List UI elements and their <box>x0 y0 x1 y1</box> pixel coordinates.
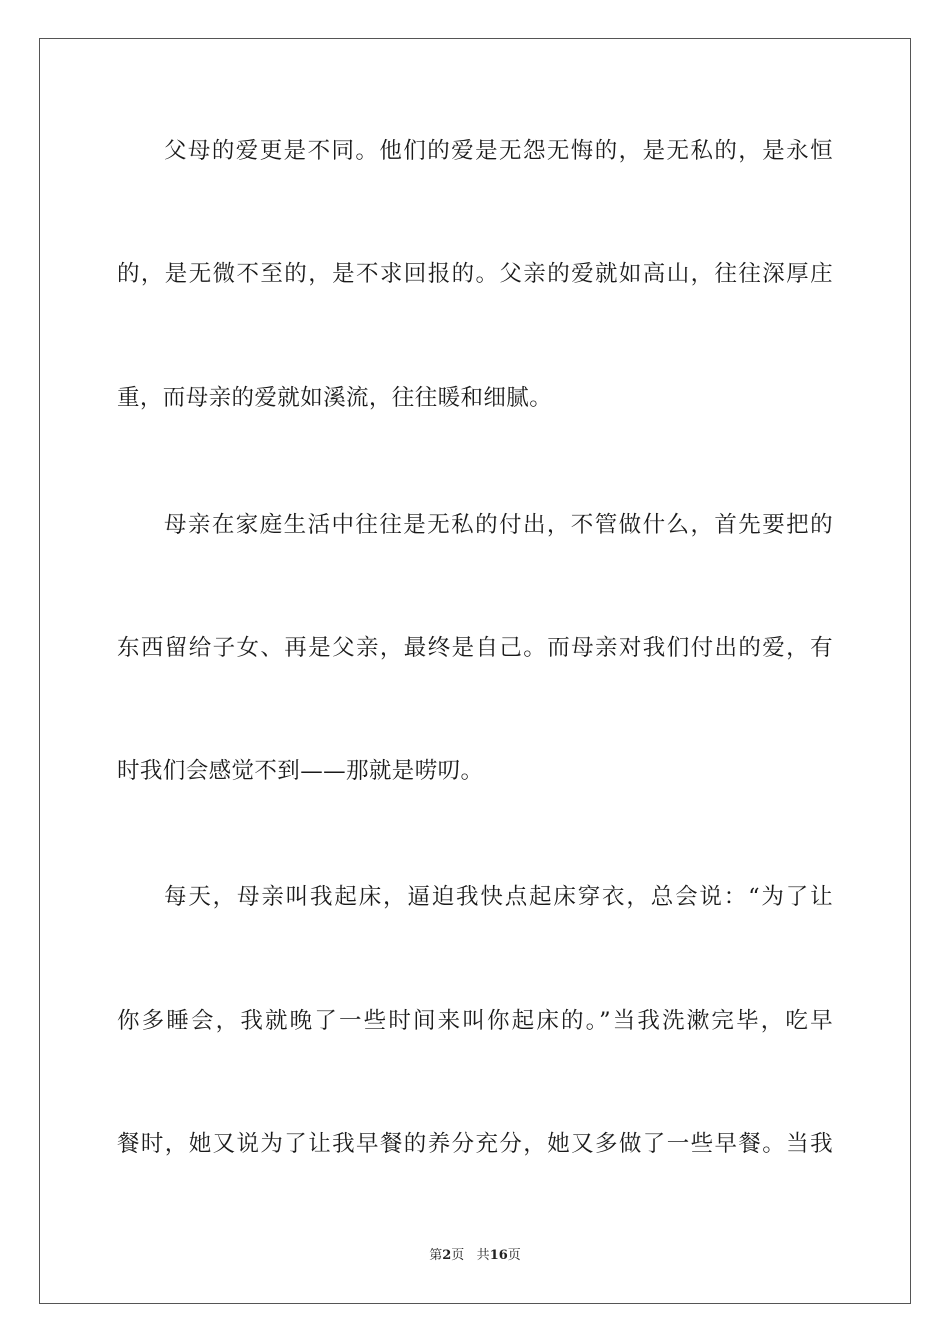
paragraph-1-line-2: 的，是无微不至的，是不求回报的。父亲的爱就如高山，往往深厚庄 <box>117 261 833 287</box>
paragraph-3-line-1: 每天，母亲叫我起床，逼迫我快点起床穿衣，总会说：“为了让 <box>164 884 833 910</box>
paragraph-3-line-2: 你多睡会，我就晚了一些时间来叫你起床的。”当我洗漱完毕，吃早 <box>117 1008 833 1034</box>
paragraph-3-line-3: 餐时，她又说为了让我早餐的养分充分，她又多做了一些早餐。当我 <box>117 1131 833 1157</box>
paragraph-1-line-1: 父母的爱更是不同。他们的爱是无怨无悔的，是无私的，是永恒 <box>164 138 833 164</box>
paragraph-2-line-3: 时我们会感觉不到——那就是唠叨。 <box>117 758 484 784</box>
total-pages: 16 <box>489 1248 508 1263</box>
total-prefix: 共 <box>476 1248 490 1263</box>
page-footer <box>0 1247 950 1265</box>
page-border <box>39 38 911 1304</box>
page-number: 2 <box>442 1248 452 1263</box>
total-suffix: 页 <box>507 1248 521 1263</box>
page-prefix: 第 <box>429 1248 443 1263</box>
paragraph-2-line-1: 母亲在家庭生活中往往是无私的付出，不管做什么，首先要把的 <box>164 512 833 538</box>
paragraph-1-line-3: 重，而母亲的爱就如溪流，往往暖和细腻。 <box>117 385 553 411</box>
page-suffix: 页 <box>451 1248 465 1263</box>
paragraph-2-line-2: 东西留给子女、再是父亲，最终是自己。而母亲对我们付出的爱，有 <box>117 635 833 661</box>
